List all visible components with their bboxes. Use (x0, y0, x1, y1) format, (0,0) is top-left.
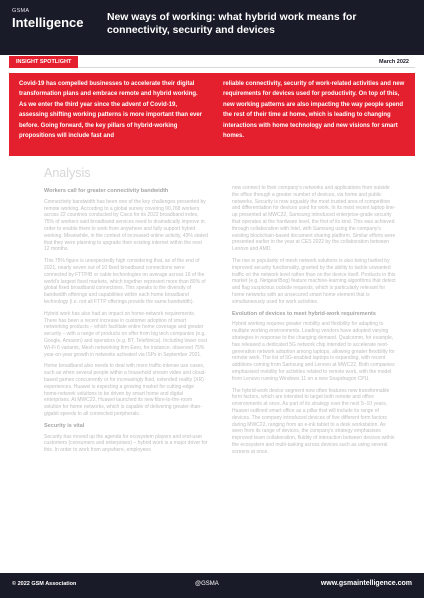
publication-date: March 2022 (379, 59, 409, 65)
analysis-heading: Analysis (44, 166, 91, 180)
website-link[interactable]: www.gsmaintelligence.com (320, 580, 412, 587)
body-paragraph: Connectivity bandwidth has been one of the key challenges presented by remote working. According to a global survey covering 90,768 workers across 22 countries conducted by Cisco for its 2022 broadband index, 75% of workers said broadband services need to dramatically improve in order to enable them to work from anywhere and fully support hybrid working. Meanwhile, in the context of increased online activity, 43% stated that they were planning to upgrade their existing internet within the next 12 months. (44, 198, 208, 253)
body-paragraph: Hybrid working requires greater mobility and flexibility for adapting to multiple working environments. Leading vendors have adopted varying strategies in response to the changing demand. Qualcomm, for example, has released a dedicated 5G network chip intended to accelerate next-generation network adoption among laptops, allowing greater flexibility for remote work. The list of 5G-enabled laptops is expanding, with recent additions coming from Samsung and Lenovo at MWC22. Both companies emphasised mobility for activities related to remote work, with the model from Lenovo running Windows 11 on a new Snapdragon CPU. (232, 321, 395, 382)
analysis-left-column (44, 185, 208, 459)
body-paragraph: This 75% figure is unexpectedly high considering that, as of the end of 2021, nearly seven out of 10 fixed broadband connections were connected by FTTP/B or cable technologies on average across 16 of the world's largest fixed markets, which together represent more than 80% of global fixed broadband connections. This speaks to the diversity of bandwidth offerings and capabilities within each home broadband technology (i.e. not all FTTP offerings provide the same bandwidth). (44, 258, 206, 305)
intro-right-text: reliable connectivity, security of work-related activities and new requirements for devices used for productivity. On top of this, new working patterns are also impacting the way people spend the rest of their time at home, which is leading to changing interactions with home technology and new visions for smart homes. (223, 81, 405, 140)
body-paragraph: The rise in popularity of mesh network solutions is also being fuelled by improved security functionality, granted by the ability to tackle unwanted traffic on the network level rather than on the device itself. Products in this market (e.g. Netgear/Bog) feature machine-learning algorithms that detect and flag suspicious outside requests, which is particularly relevant for home networks with an unsecured smart home element that is simultaneously used for work activities. (232, 257, 396, 305)
insight-spotlight-tag: INSIGHT SPOTLIGHT (9, 56, 78, 68)
body-paragraph: now connect to their company's networks and applications from outside the office through a greater number of devices, via home and public networks. Security is now arguably the most trusted area of competition and differentiation for devices used for work. In its most recent laptop line-up presented at MWC22, Samsung introduced enterprise-grade security that operates at the hardware level, the first of its kind. This was achieved through collaboration with Intel, with Samsung using the company's existing blockchain-based document sharing platform. Similar efforts were presented earlier in the year at CES 2022 by the collaboration between Lenovo and AMD. (232, 185, 396, 253)
gsma-logo: @GSMA (195, 581, 219, 587)
gsma-intelligence-logo[interactable] (12, 8, 84, 30)
intro-left-text: Covid-19 has compelled businesses to accelerate their digital transformation plans and embrace remote and hybrid working. As we enter the third year since the advent of Covid-19, assessing shifting working patterns is more important than ever before. Going forward, the key pillars of hybrid-working propositions will include fast and (19, 81, 203, 140)
body-paragraph: Home broadband also needs to deal with more traffic-intense use cases, such as when several people within a household stream video and cloud-based games concurrently or for increasingly fluid, extended reality (XR) experiences. Huawei is expecting a growing market for cutting-edge home-network solutions to be driven by smart home and digital enterprises. At MWC22, Huawei launched its new fibre-to-the-room solution for home networks, which is capable of delivering greater-than-gigabit speeds to all connected peripherals. (44, 363, 207, 417)
analysis-right-column (232, 185, 396, 460)
brand-gsma: GSMA (12, 8, 30, 14)
footer-bar (0, 573, 424, 598)
header-bar (0, 0, 424, 55)
intro-box (9, 73, 415, 156)
brand-name: Intelligence (12, 15, 84, 30)
section-heading: Evolution of devices to meet hybrid-work requirements (232, 310, 376, 317)
footer-copyright: © 2022 GSM Association (12, 581, 77, 587)
body-paragraph: The hybrid-work device segment now often features new transformable form factors, which are intended to target both remote and office environments at once. As part of its strategy over the next 5–10 years, Huawei outlined smart office as a pillar that will include its range of devices. The company introduced devices of five different form factors during MWC22, ranging from an e-ink tablet to a desk workstation. As seen from its range of devices, the company's strategy emphasises improved team collaboration, fluidity of interaction between devices within the ecosystem and multi-tasking across devices such as using several screens at once. (232, 387, 395, 455)
page-title: New ways of working: what hybrid work means for connectivity, security and devices (107, 12, 357, 36)
section-heading: Security is vital (44, 422, 85, 429)
spotlight-bar (9, 56, 415, 68)
body-paragraph: Hybrid work has also had an impact on home-network requirements. There has been a recent increase in customer adoption of smart networking products – which facilitate entire home coverage and greater security – with a range of products on offer from big tech companies (e.g. Google, Amazon) and operators (e.g. BT, Telefónica). Including lower cost Wi-Fi 6 variants, Mesh networking firm Eero, for instance, observed 75% year-on-year growth in networks activated via ISPs in September 2021. (44, 310, 208, 358)
body-paragraph: Security has moved up the agenda for ecosystem players and end-user customers (consumers and enterprises) – hybrid work is a major driver for this. In order to work from anywhere, employees (44, 433, 208, 454)
section-heading: Workers call for greater connectivity bandwidth (44, 188, 169, 194)
